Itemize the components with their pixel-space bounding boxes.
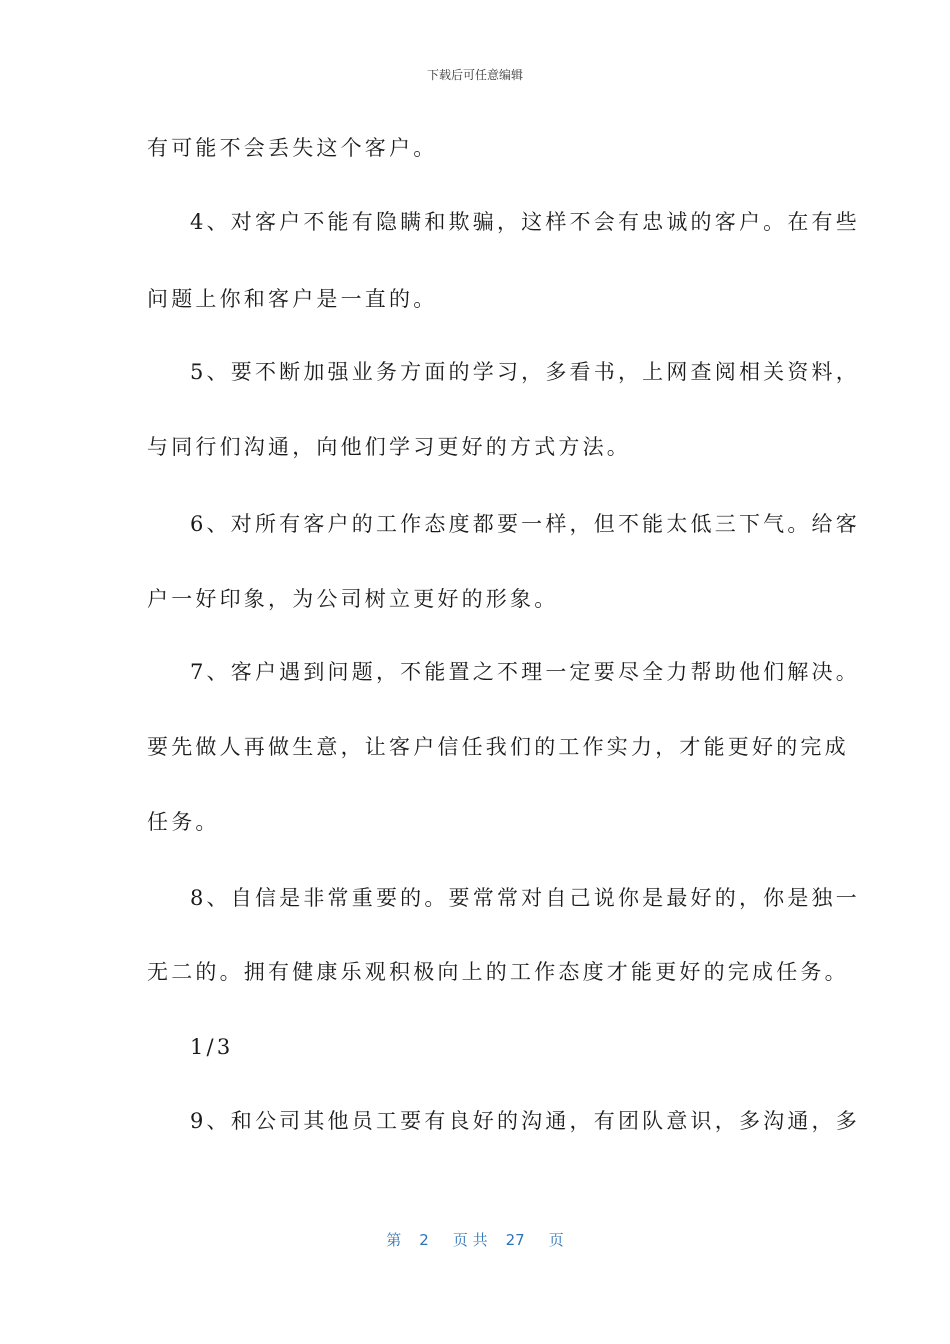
text-line: 有可能不会丢失这个客户。 [147,136,438,160]
footer-page-current: 2 [419,1231,429,1249]
text-line: 与同行们沟通，向他们学习更好的方式方法。 [147,435,631,459]
text-line: 无二的。拥有健康乐观积极向上的工作态度才能更好的完成任务。 [147,960,849,984]
page-footer [0,1229,950,1250]
footer-label-ye-gong: 页 共 [452,1231,488,1249]
text-line: 5、要不断加强业务方面的学习，多看书，上网查阅相关资料， [190,360,860,384]
text-line: 7、客户遇到问题，不能置之不理一定要尽全力帮助他们解决。 [190,660,860,684]
text-line: 户一好印象，为公司树立更好的形象。 [147,587,559,611]
text-line: 6、对所有客户的工作态度都要一样，但不能太低三下气。给客 [190,512,860,536]
text-line: 8、自信是非常重要的。要常常对自己说你是最好的，你是独一 [190,886,860,910]
text-line: 问题上你和客户是一直的。 [147,287,438,311]
text-line: 要先做人再做生意，让客户信任我们的工作实力，才能更好的完成 [147,735,849,759]
text-line: 任务。 [147,810,220,834]
footer-label-di: 第 [386,1231,402,1249]
page-fraction-marker: 1/3 [190,1035,234,1059]
footer-page-total: 27 [505,1231,525,1249]
footer-label-ye: 页 [548,1231,564,1249]
header-note: 下载后可任意编辑 [426,68,523,82]
text-line: 9、和公司其他员工要有良好的沟通，有团队意识，多沟通，多 [190,1109,860,1133]
text-line: 4、对客户不能有隐瞒和欺骗，这样不会有忠诚的客户。在有些 [190,210,860,234]
